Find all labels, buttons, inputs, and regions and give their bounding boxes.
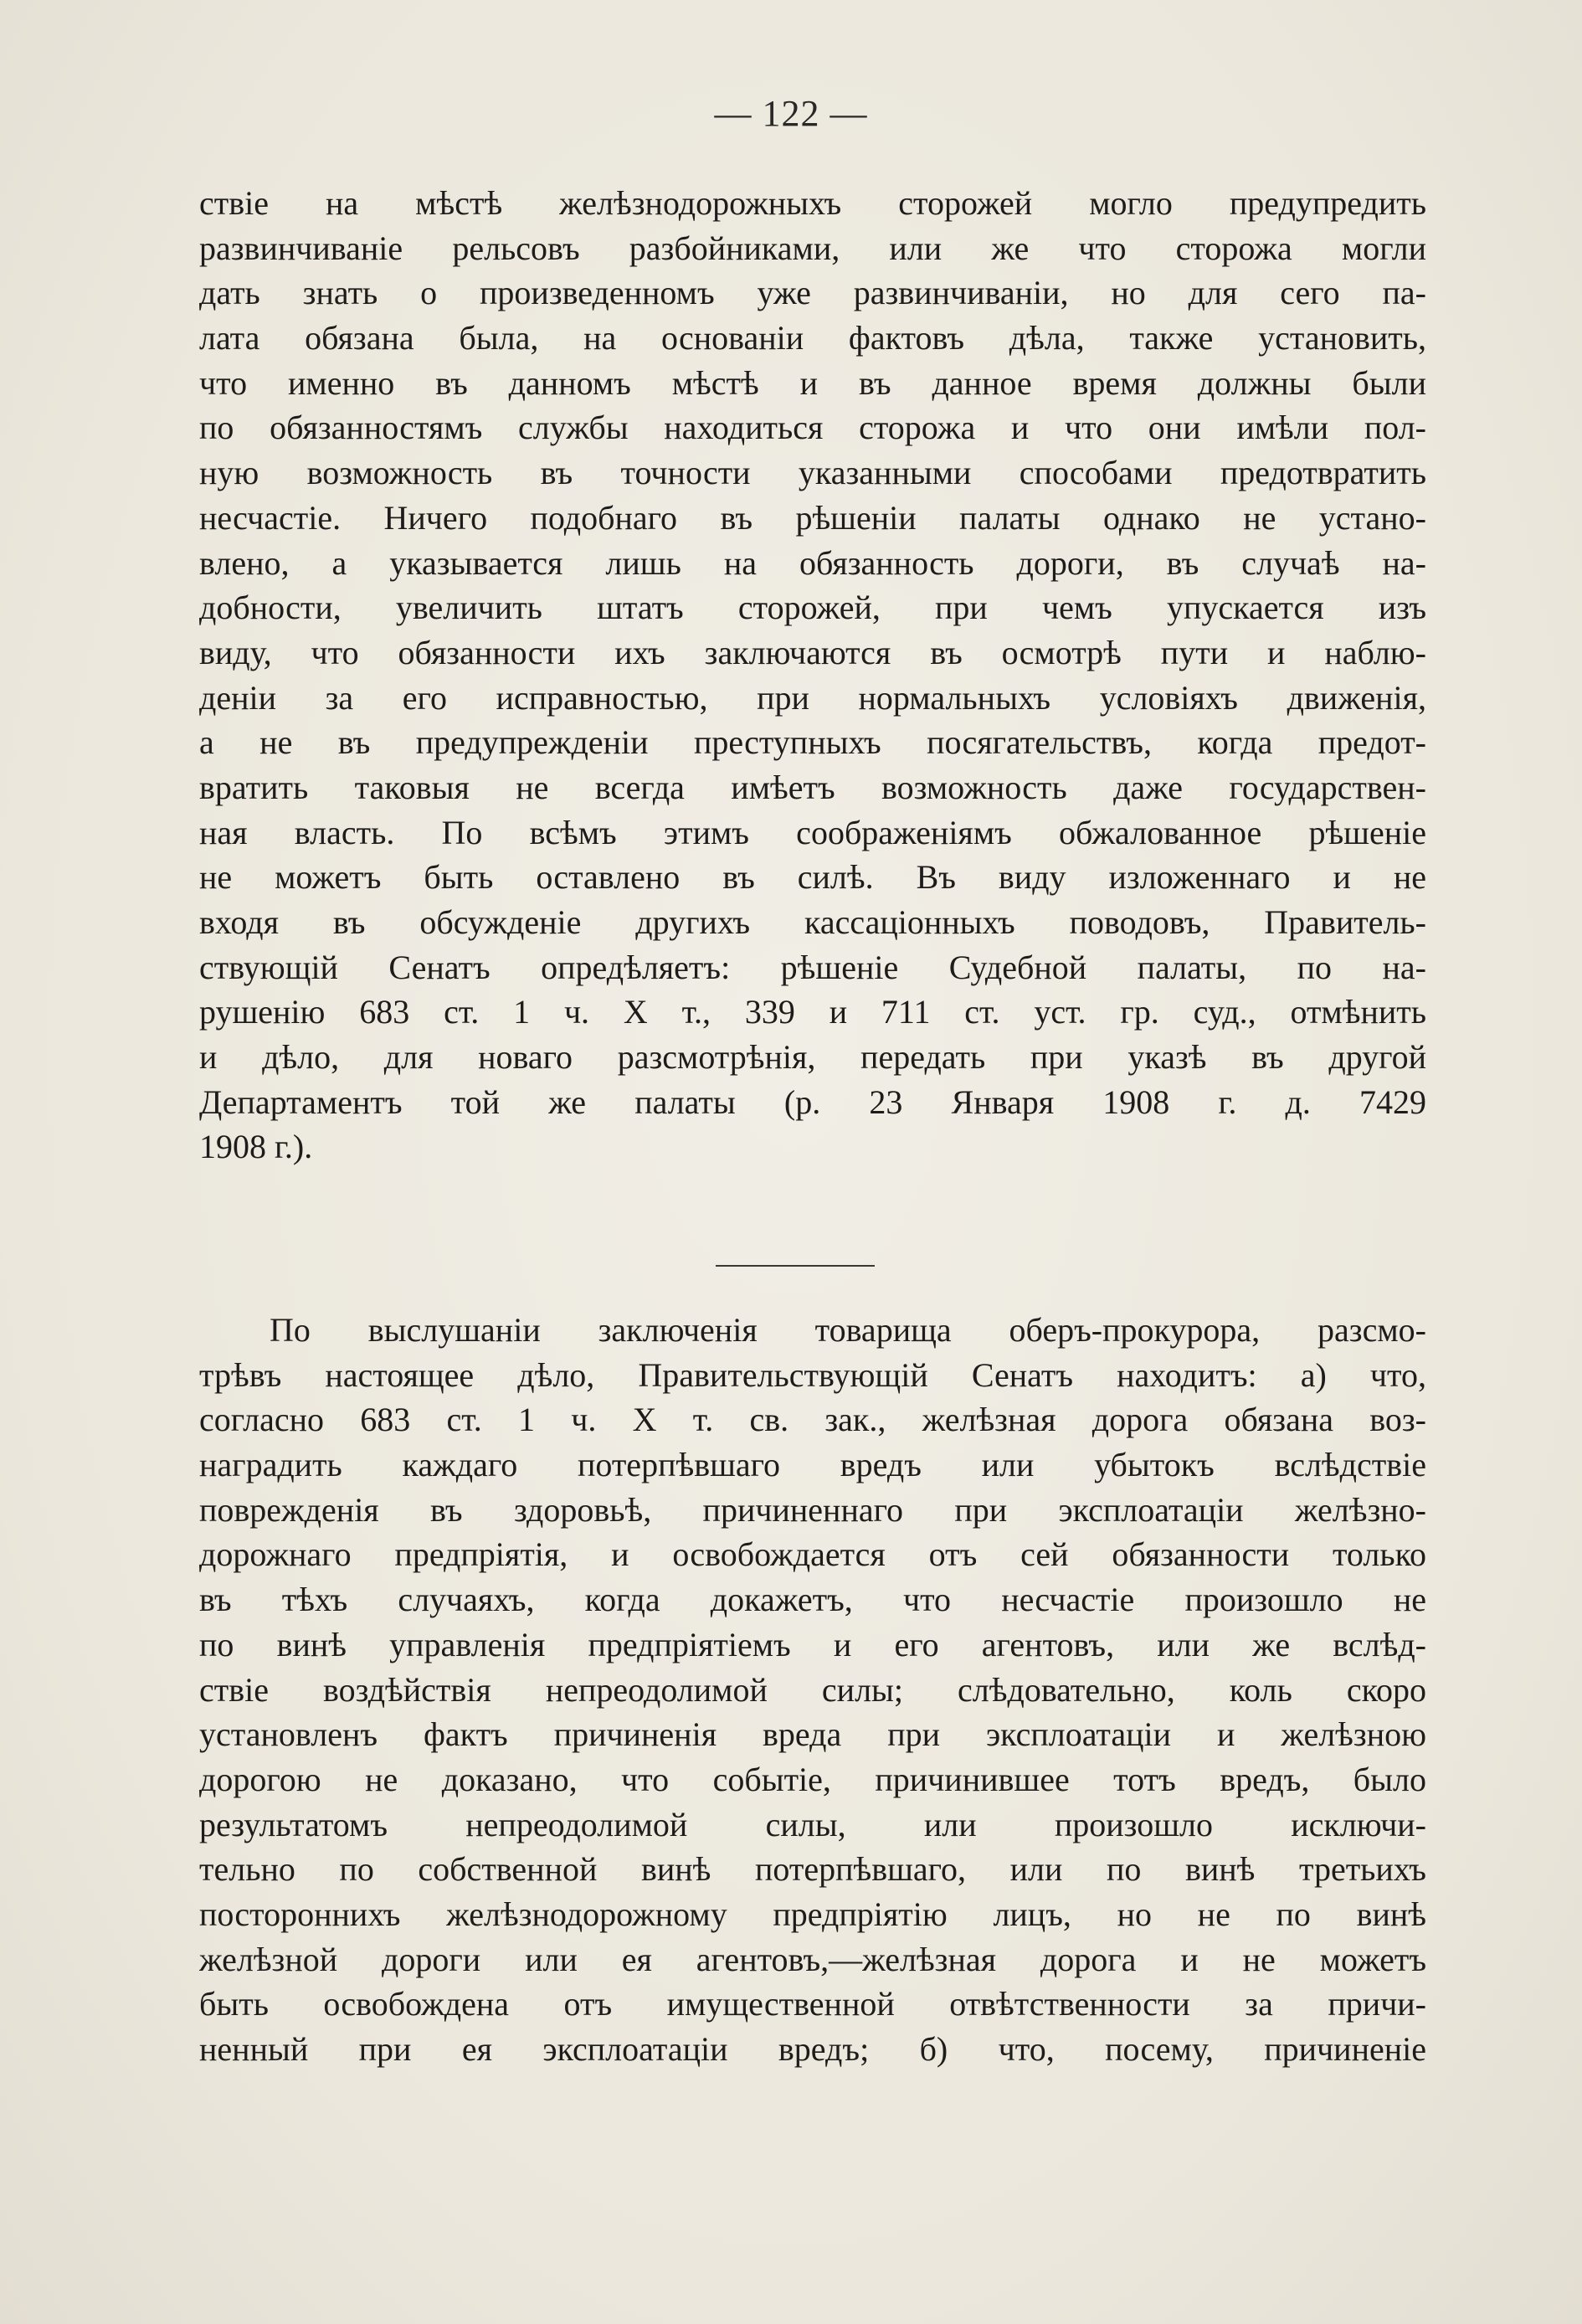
text-line: результатомъ непреодолимой силы, или произошло исключи- bbox=[199, 1805, 1426, 1843]
text-line: рушенію 683 ст. 1 ч. X т., 339 и 711 ст. уст. гр. суд., отмѣнить bbox=[199, 993, 1426, 1031]
text-line: наградить каждаго потерпѣвшаго вредъ или убытокъ вслѣдствіе bbox=[199, 1446, 1426, 1484]
text-line: 1908 г.). bbox=[199, 1128, 313, 1166]
text-line: ствіе на мѣстѣ желѣзнодорожныхъ сторожей могло предупредить bbox=[199, 184, 1426, 222]
text-line: ствующій Сенатъ опредѣляетъ: рѣшеніе Судебной палаты, по на- bbox=[199, 948, 1426, 986]
text-line: по винѣ управленія предпріятіемъ и его агентовъ, или же вслѣд- bbox=[199, 1625, 1426, 1663]
paragraph-new-case bbox=[199, 1308, 1426, 2072]
text-line: добности, увеличить штатъ сторожей, при чемъ упускается изъ bbox=[199, 589, 1426, 627]
text-line: ная власть. По всѣмъ этимъ соображеніямъ обжалованное рѣшеніе bbox=[199, 813, 1426, 851]
text-line: несчастіе. Ничего подобнаго въ рѣшеніи палаты однако не устано- bbox=[199, 498, 1426, 537]
text-line: дорожнаго предпріятія, и освобождается отъ сей обязанности только bbox=[199, 1535, 1426, 1574]
text-line: согласно 683 ст. 1 ч. X т. св. зак., желѣзная дорога обязана воз- bbox=[199, 1401, 1426, 1439]
text-line: входя въ обсужденіе другихъ кассаціонныхъ поводовъ, Правитель- bbox=[199, 903, 1426, 941]
text-line: поврежденія въ здоровьѣ, причиненнаго при эксплоатаціи желѣзно- bbox=[199, 1490, 1426, 1529]
text-line: дорогою не доказано, что событіе, причинившее тотъ вредъ, было bbox=[199, 1760, 1426, 1798]
text-line: вратить таковыя не всегда имѣетъ возможность даже государствен- bbox=[199, 768, 1426, 806]
text-line: по обязанностямъ службы находиться сторожа и что они имѣли пол- bbox=[199, 409, 1426, 447]
page-number: — 122 — bbox=[714, 93, 868, 134]
paragraph-continuation bbox=[199, 181, 1426, 1170]
text-line: установленъ фактъ причиненія вреда при эксплоатаціи и желѣзною bbox=[199, 1715, 1426, 1754]
text-line: не можетъ быть оставлено въ силѣ. Въ виду изложеннаго и не bbox=[199, 858, 1426, 897]
text-line: а не въ предупрежденіи преступныхъ посягательствъ, когда предот- bbox=[199, 723, 1426, 762]
text-line: тельно по собственной винѣ потерпѣвшаго, или по винѣ третьихъ bbox=[199, 1850, 1426, 1889]
text-line: ненный при ея эксплоатаціи вредъ; б) что, посему, причиненіе bbox=[199, 2030, 1426, 2068]
text-line: виду, что обязанности ихъ заключаются въ осмотрѣ пути и наблю- bbox=[199, 633, 1426, 671]
text-line: трѣвъ настоящее дѣло, Правительствующій Сенатъ находитъ: а) что, bbox=[199, 1355, 1426, 1394]
text-line: ную возможность въ точности указанными способами предотвратить bbox=[199, 454, 1426, 492]
text-line: ствіе воздѣйствія непреодолимой силы; слѣдовательно, коль скоро bbox=[199, 1670, 1426, 1709]
text-line: Департаментъ той же палаты (р. 23 Января 1908 г. д. 7429 bbox=[199, 1082, 1426, 1121]
text-line: влено, а указывается лишь на обязанность дороги, въ случаѣ на- bbox=[199, 543, 1426, 582]
text-line: быть освобождена отъ имущественной отвѣтственности за причи- bbox=[199, 1985, 1426, 2023]
text-line: и дѣло, для новаго разсмотрѣнія, передать при указѣ въ другой bbox=[199, 1038, 1426, 1077]
text-line: развинчиваніе рельсовъ разбойниками, или же что сторожа могли bbox=[199, 229, 1426, 267]
text-line: По выслушаніи заключенія товарища оберъ-прокурора, разсмо- bbox=[270, 1311, 1426, 1349]
text-line: въ тѣхъ случаяхъ, когда докажетъ, что несчастіе произошло не bbox=[199, 1581, 1426, 1619]
text-line: дать знать о произведенномъ уже развинчиваніи, но для сего па- bbox=[199, 274, 1426, 312]
text-line: что именно въ данномъ мѣстѣ и въ данное время должны были bbox=[199, 363, 1426, 402]
text-line: постороннихъ желѣзнодорожному предпріятію лицъ, но не по винѣ bbox=[199, 1895, 1426, 1933]
text-line: желѣзной дороги или ея агентовъ,—желѣзная дорога и не можетъ bbox=[199, 1940, 1426, 1978]
text-line: лата обязана была, на основаніи фактовъ дѣла, также установить, bbox=[199, 319, 1426, 357]
section-divider bbox=[716, 1265, 875, 1267]
text-line: деніи за его исправностью, при нормальныхъ условіяхъ движенія, bbox=[199, 678, 1426, 717]
